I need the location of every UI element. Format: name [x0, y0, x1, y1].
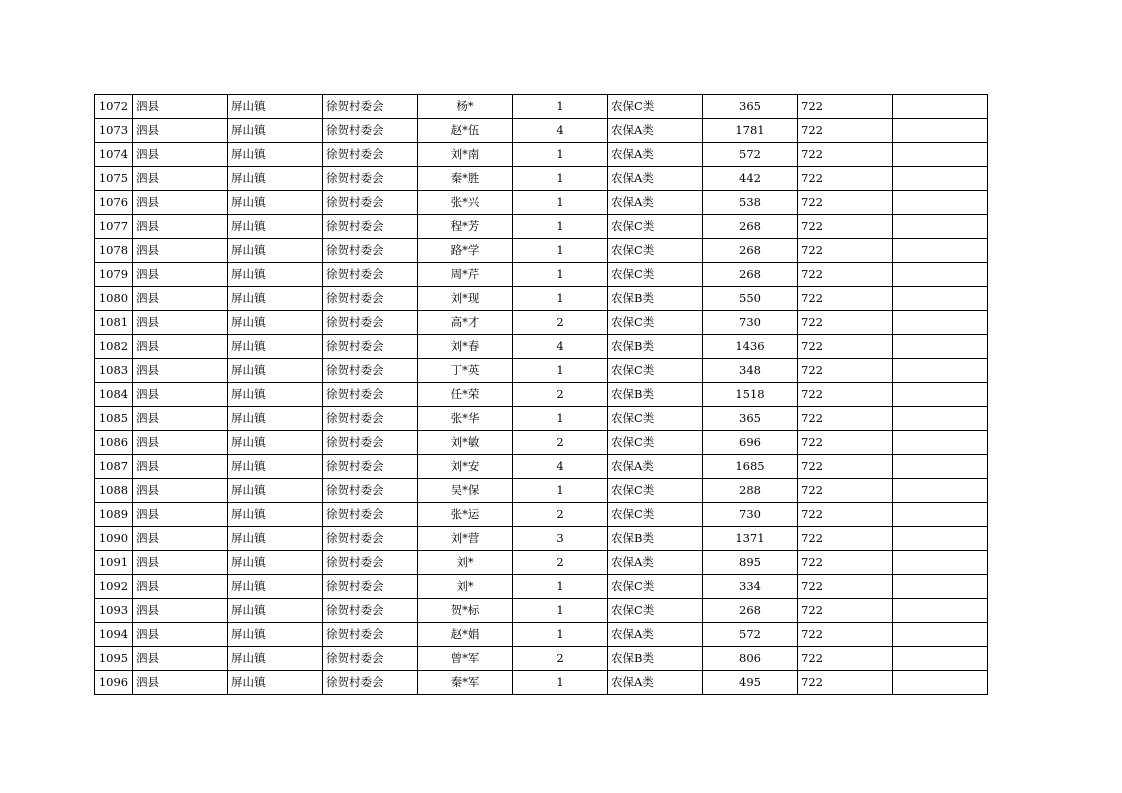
- name-cell: 刘*春: [418, 335, 513, 359]
- remarks-cell: [893, 671, 988, 695]
- remarks-cell: [893, 431, 988, 455]
- name-cell: 刘*敏: [418, 431, 513, 455]
- remarks-cell: [893, 623, 988, 647]
- standard-cell: 722: [798, 335, 893, 359]
- row-number-cell: 1085: [95, 407, 133, 431]
- remarks-cell: [893, 599, 988, 623]
- insurance-type-cell: 农保C类: [608, 239, 703, 263]
- remarks-cell: [893, 311, 988, 335]
- amount-cell: 268: [703, 215, 798, 239]
- amount-cell: 730: [703, 503, 798, 527]
- remarks-cell: [893, 551, 988, 575]
- amount-cell: 348: [703, 359, 798, 383]
- row-number-cell: 1081: [95, 311, 133, 335]
- amount-cell: 550: [703, 287, 798, 311]
- amount-cell: 268: [703, 599, 798, 623]
- town-cell: 屏山镇: [228, 671, 323, 695]
- household-size-cell: 1: [513, 359, 608, 383]
- row-number-cell: 1080: [95, 287, 133, 311]
- village-committee-cell: 徐贺村委会: [323, 551, 418, 575]
- household-size-cell: 1: [513, 671, 608, 695]
- standard-cell: 722: [798, 215, 893, 239]
- town-cell: 屏山镇: [228, 455, 323, 479]
- name-cell: 刘*营: [418, 527, 513, 551]
- standard-cell: 722: [798, 551, 893, 575]
- row-number-cell: 1087: [95, 455, 133, 479]
- household-size-cell: 2: [513, 503, 608, 527]
- household-size-cell: 1: [513, 407, 608, 431]
- county-cell: 泗县: [133, 575, 228, 599]
- town-cell: 屏山镇: [228, 311, 323, 335]
- village-committee-cell: 徐贺村委会: [323, 311, 418, 335]
- county-cell: 泗县: [133, 647, 228, 671]
- table-row: [95, 671, 988, 695]
- row-number-cell: 1086: [95, 431, 133, 455]
- name-cell: 赵*伍: [418, 119, 513, 143]
- table-row: [95, 263, 988, 287]
- village-committee-cell: 徐贺村委会: [323, 599, 418, 623]
- insurance-type-cell: 农保C类: [608, 407, 703, 431]
- household-size-cell: 1: [513, 599, 608, 623]
- insurance-type-cell: 农保C类: [608, 359, 703, 383]
- household-size-cell: 4: [513, 455, 608, 479]
- village-committee-cell: 徐贺村委会: [323, 167, 418, 191]
- table-row: [95, 455, 988, 479]
- insurance-type-cell: 农保C类: [608, 479, 703, 503]
- amount-cell: 268: [703, 239, 798, 263]
- town-cell: 屏山镇: [228, 407, 323, 431]
- remarks-cell: [893, 503, 988, 527]
- village-committee-cell: 徐贺村委会: [323, 503, 418, 527]
- insurance-type-cell: 农保C类: [608, 431, 703, 455]
- household-size-cell: 1: [513, 167, 608, 191]
- insurance-type-cell: 农保C类: [608, 575, 703, 599]
- village-committee-cell: 徐贺村委会: [323, 623, 418, 647]
- county-cell: 泗县: [133, 143, 228, 167]
- row-number-cell: 1076: [95, 191, 133, 215]
- row-number-cell: 1094: [95, 623, 133, 647]
- name-cell: 刘*现: [418, 287, 513, 311]
- name-cell: 刘*: [418, 575, 513, 599]
- amount-cell: 495: [703, 671, 798, 695]
- insurance-type-cell: 农保A类: [608, 623, 703, 647]
- standard-cell: 722: [798, 479, 893, 503]
- remarks-cell: [893, 479, 988, 503]
- town-cell: 屏山镇: [228, 359, 323, 383]
- insurance-type-cell: 农保A类: [608, 119, 703, 143]
- insurance-type-cell: 农保C类: [608, 503, 703, 527]
- insurance-type-cell: 农保C类: [608, 311, 703, 335]
- standard-cell: 722: [798, 623, 893, 647]
- row-number-cell: 1078: [95, 239, 133, 263]
- county-cell: 泗县: [133, 119, 228, 143]
- remarks-cell: [893, 287, 988, 311]
- insurance-type-cell: 农保A类: [608, 671, 703, 695]
- name-cell: 刘*安: [418, 455, 513, 479]
- village-committee-cell: 徐贺村委会: [323, 455, 418, 479]
- county-cell: 泗县: [133, 431, 228, 455]
- village-committee-cell: 徐贺村委会: [323, 479, 418, 503]
- insurance-type-cell: 农保A类: [608, 551, 703, 575]
- amount-cell: 1518: [703, 383, 798, 407]
- standard-cell: 722: [798, 263, 893, 287]
- amount-cell: 696: [703, 431, 798, 455]
- village-committee-cell: 徐贺村委会: [323, 143, 418, 167]
- county-cell: 泗县: [133, 335, 228, 359]
- table-row: [95, 551, 988, 575]
- county-cell: 泗县: [133, 527, 228, 551]
- standard-cell: 722: [798, 527, 893, 551]
- insurance-type-cell: 农保B类: [608, 527, 703, 551]
- insurance-type-cell: 农保B类: [608, 287, 703, 311]
- name-cell: 刘*南: [418, 143, 513, 167]
- row-number-cell: 1091: [95, 551, 133, 575]
- village-committee-cell: 徐贺村委会: [323, 671, 418, 695]
- table-row: [95, 527, 988, 551]
- county-cell: 泗县: [133, 671, 228, 695]
- village-committee-cell: 徐贺村委会: [323, 527, 418, 551]
- insurance-type-cell: 农保C类: [608, 215, 703, 239]
- remarks-cell: [893, 119, 988, 143]
- standard-cell: 722: [798, 671, 893, 695]
- amount-cell: 365: [703, 407, 798, 431]
- remarks-cell: [893, 455, 988, 479]
- row-number-cell: 1095: [95, 647, 133, 671]
- county-cell: 泗县: [133, 455, 228, 479]
- village-committee-cell: 徐贺村委会: [323, 335, 418, 359]
- household-size-cell: 1: [513, 143, 608, 167]
- insurance-type-cell: 农保B类: [608, 647, 703, 671]
- amount-cell: 268: [703, 263, 798, 287]
- standard-cell: 722: [798, 167, 893, 191]
- row-number-cell: 1093: [95, 599, 133, 623]
- amount-cell: 730: [703, 311, 798, 335]
- name-cell: 杨*: [418, 95, 513, 119]
- row-number-cell: 1088: [95, 479, 133, 503]
- amount-cell: 895: [703, 551, 798, 575]
- name-cell: 秦*军: [418, 671, 513, 695]
- household-size-cell: 1: [513, 95, 608, 119]
- standard-cell: 722: [798, 455, 893, 479]
- table-row: [95, 431, 988, 455]
- remarks-cell: [893, 575, 988, 599]
- town-cell: 屏山镇: [228, 143, 323, 167]
- amount-cell: 442: [703, 167, 798, 191]
- village-committee-cell: 徐贺村委会: [323, 287, 418, 311]
- remarks-cell: [893, 143, 988, 167]
- name-cell: 张*华: [418, 407, 513, 431]
- town-cell: 屏山镇: [228, 167, 323, 191]
- name-cell: 任*荣: [418, 383, 513, 407]
- county-cell: 泗县: [133, 311, 228, 335]
- household-size-cell: 1: [513, 191, 608, 215]
- remarks-cell: [893, 215, 988, 239]
- amount-cell: 1781: [703, 119, 798, 143]
- amount-cell: 365: [703, 95, 798, 119]
- county-cell: 泗县: [133, 623, 228, 647]
- table-row: [95, 335, 988, 359]
- county-cell: 泗县: [133, 95, 228, 119]
- household-size-cell: 1: [513, 215, 608, 239]
- name-cell: 程*芳: [418, 215, 513, 239]
- table-row: [95, 311, 988, 335]
- town-cell: 屏山镇: [228, 239, 323, 263]
- name-cell: 赵*娟: [418, 623, 513, 647]
- household-size-cell: 2: [513, 383, 608, 407]
- village-committee-cell: 徐贺村委会: [323, 119, 418, 143]
- village-committee-cell: 徐贺村委会: [323, 359, 418, 383]
- table-row: [95, 359, 988, 383]
- town-cell: 屏山镇: [228, 191, 323, 215]
- village-committee-cell: 徐贺村委会: [323, 263, 418, 287]
- remarks-cell: [893, 95, 988, 119]
- town-cell: 屏山镇: [228, 551, 323, 575]
- town-cell: 屏山镇: [228, 575, 323, 599]
- amount-cell: 572: [703, 623, 798, 647]
- standard-cell: 722: [798, 575, 893, 599]
- row-number-cell: 1072: [95, 95, 133, 119]
- table-row: [95, 383, 988, 407]
- standard-cell: 722: [798, 311, 893, 335]
- town-cell: 屏山镇: [228, 599, 323, 623]
- table-row: [95, 575, 988, 599]
- county-cell: 泗县: [133, 551, 228, 575]
- remarks-cell: [893, 263, 988, 287]
- remarks-cell: [893, 239, 988, 263]
- table-row: [95, 119, 988, 143]
- name-cell: 路*学: [418, 239, 513, 263]
- standard-cell: 722: [798, 95, 893, 119]
- table-row: [95, 191, 988, 215]
- remarks-cell: [893, 335, 988, 359]
- row-number-cell: 1082: [95, 335, 133, 359]
- county-cell: 泗县: [133, 287, 228, 311]
- village-committee-cell: 徐贺村委会: [323, 383, 418, 407]
- table-row: [95, 503, 988, 527]
- table-row: [95, 215, 988, 239]
- remarks-cell: [893, 527, 988, 551]
- village-committee-cell: 徐贺村委会: [323, 431, 418, 455]
- standard-cell: 722: [798, 119, 893, 143]
- name-cell: 张*运: [418, 503, 513, 527]
- insurance-type-cell: 农保A类: [608, 191, 703, 215]
- insurance-type-cell: 农保B类: [608, 335, 703, 359]
- name-cell: 丁*英: [418, 359, 513, 383]
- household-size-cell: 4: [513, 119, 608, 143]
- row-number-cell: 1084: [95, 383, 133, 407]
- name-cell: 周*芹: [418, 263, 513, 287]
- town-cell: 屏山镇: [228, 95, 323, 119]
- remarks-cell: [893, 191, 988, 215]
- standard-cell: 722: [798, 407, 893, 431]
- household-size-cell: 2: [513, 431, 608, 455]
- town-cell: 屏山镇: [228, 479, 323, 503]
- household-size-cell: 2: [513, 311, 608, 335]
- insurance-type-cell: 农保C类: [608, 263, 703, 287]
- name-cell: 曾*军: [418, 647, 513, 671]
- village-committee-cell: 徐贺村委会: [323, 215, 418, 239]
- amount-cell: 1371: [703, 527, 798, 551]
- name-cell: 刘*: [418, 551, 513, 575]
- household-size-cell: 1: [513, 239, 608, 263]
- amount-cell: 334: [703, 575, 798, 599]
- household-size-cell: 1: [513, 479, 608, 503]
- row-number-cell: 1079: [95, 263, 133, 287]
- row-number-cell: 1092: [95, 575, 133, 599]
- insurance-type-cell: 农保C类: [608, 599, 703, 623]
- name-cell: 张*兴: [418, 191, 513, 215]
- amount-cell: 1436: [703, 335, 798, 359]
- standard-cell: 722: [798, 239, 893, 263]
- table-row: [95, 599, 988, 623]
- county-cell: 泗县: [133, 383, 228, 407]
- household-size-cell: 3: [513, 527, 608, 551]
- row-number-cell: 1075: [95, 167, 133, 191]
- county-cell: 泗县: [133, 191, 228, 215]
- table-row: [95, 623, 988, 647]
- county-cell: 泗县: [133, 239, 228, 263]
- town-cell: 屏山镇: [228, 431, 323, 455]
- county-cell: 泗县: [133, 215, 228, 239]
- town-cell: 屏山镇: [228, 503, 323, 527]
- amount-cell: 288: [703, 479, 798, 503]
- insurance-type-cell: 农保B类: [608, 383, 703, 407]
- table-row: [95, 647, 988, 671]
- village-committee-cell: 徐贺村委会: [323, 575, 418, 599]
- name-cell: 吴*保: [418, 479, 513, 503]
- row-number-cell: 1089: [95, 503, 133, 527]
- standard-cell: 722: [798, 143, 893, 167]
- name-cell: 秦*胜: [418, 167, 513, 191]
- standard-cell: 722: [798, 599, 893, 623]
- table-row: [95, 95, 988, 119]
- town-cell: 屏山镇: [228, 647, 323, 671]
- standard-cell: 722: [798, 359, 893, 383]
- household-size-cell: 1: [513, 263, 608, 287]
- county-cell: 泗县: [133, 167, 228, 191]
- insurance-type-cell: 农保A类: [608, 167, 703, 191]
- table-row: [95, 143, 988, 167]
- household-size-cell: 1: [513, 575, 608, 599]
- table-body: [95, 95, 988, 695]
- data-table: [94, 94, 988, 695]
- row-number-cell: 1073: [95, 119, 133, 143]
- town-cell: 屏山镇: [228, 335, 323, 359]
- insurance-type-cell: 农保C类: [608, 95, 703, 119]
- household-size-cell: 4: [513, 335, 608, 359]
- table-row: [95, 479, 988, 503]
- row-number-cell: 1090: [95, 527, 133, 551]
- row-number-cell: 1096: [95, 671, 133, 695]
- county-cell: 泗县: [133, 599, 228, 623]
- amount-cell: 1685: [703, 455, 798, 479]
- household-size-cell: 2: [513, 647, 608, 671]
- county-cell: 泗县: [133, 407, 228, 431]
- insurance-type-cell: 农保A类: [608, 455, 703, 479]
- town-cell: 屏山镇: [228, 383, 323, 407]
- village-committee-cell: 徐贺村委会: [323, 191, 418, 215]
- town-cell: 屏山镇: [228, 527, 323, 551]
- village-committee-cell: 徐贺村委会: [323, 239, 418, 263]
- name-cell: 高*才: [418, 311, 513, 335]
- standard-cell: 722: [798, 287, 893, 311]
- insurance-type-cell: 农保A类: [608, 143, 703, 167]
- remarks-cell: [893, 383, 988, 407]
- standard-cell: 722: [798, 503, 893, 527]
- household-size-cell: 2: [513, 551, 608, 575]
- village-committee-cell: 徐贺村委会: [323, 95, 418, 119]
- county-cell: 泗县: [133, 503, 228, 527]
- table-row: [95, 407, 988, 431]
- household-size-cell: 1: [513, 623, 608, 647]
- remarks-cell: [893, 407, 988, 431]
- standard-cell: 722: [798, 647, 893, 671]
- standard-cell: 722: [798, 383, 893, 407]
- row-number-cell: 1083: [95, 359, 133, 383]
- remarks-cell: [893, 359, 988, 383]
- amount-cell: 572: [703, 143, 798, 167]
- standard-cell: 722: [798, 191, 893, 215]
- table-row: [95, 287, 988, 311]
- amount-cell: 538: [703, 191, 798, 215]
- name-cell: 贺*标: [418, 599, 513, 623]
- county-cell: 泗县: [133, 263, 228, 287]
- town-cell: 屏山镇: [228, 215, 323, 239]
- table-row: [95, 167, 988, 191]
- town-cell: 屏山镇: [228, 623, 323, 647]
- town-cell: 屏山镇: [228, 119, 323, 143]
- village-committee-cell: 徐贺村委会: [323, 407, 418, 431]
- row-number-cell: 1077: [95, 215, 133, 239]
- county-cell: 泗县: [133, 479, 228, 503]
- remarks-cell: [893, 647, 988, 671]
- town-cell: 屏山镇: [228, 287, 323, 311]
- county-cell: 泗县: [133, 359, 228, 383]
- row-number-cell: 1074: [95, 143, 133, 167]
- remarks-cell: [893, 167, 988, 191]
- household-size-cell: 1: [513, 287, 608, 311]
- town-cell: 屏山镇: [228, 263, 323, 287]
- amount-cell: 806: [703, 647, 798, 671]
- table-row: [95, 239, 988, 263]
- village-committee-cell: 徐贺村委会: [323, 647, 418, 671]
- standard-cell: 722: [798, 431, 893, 455]
